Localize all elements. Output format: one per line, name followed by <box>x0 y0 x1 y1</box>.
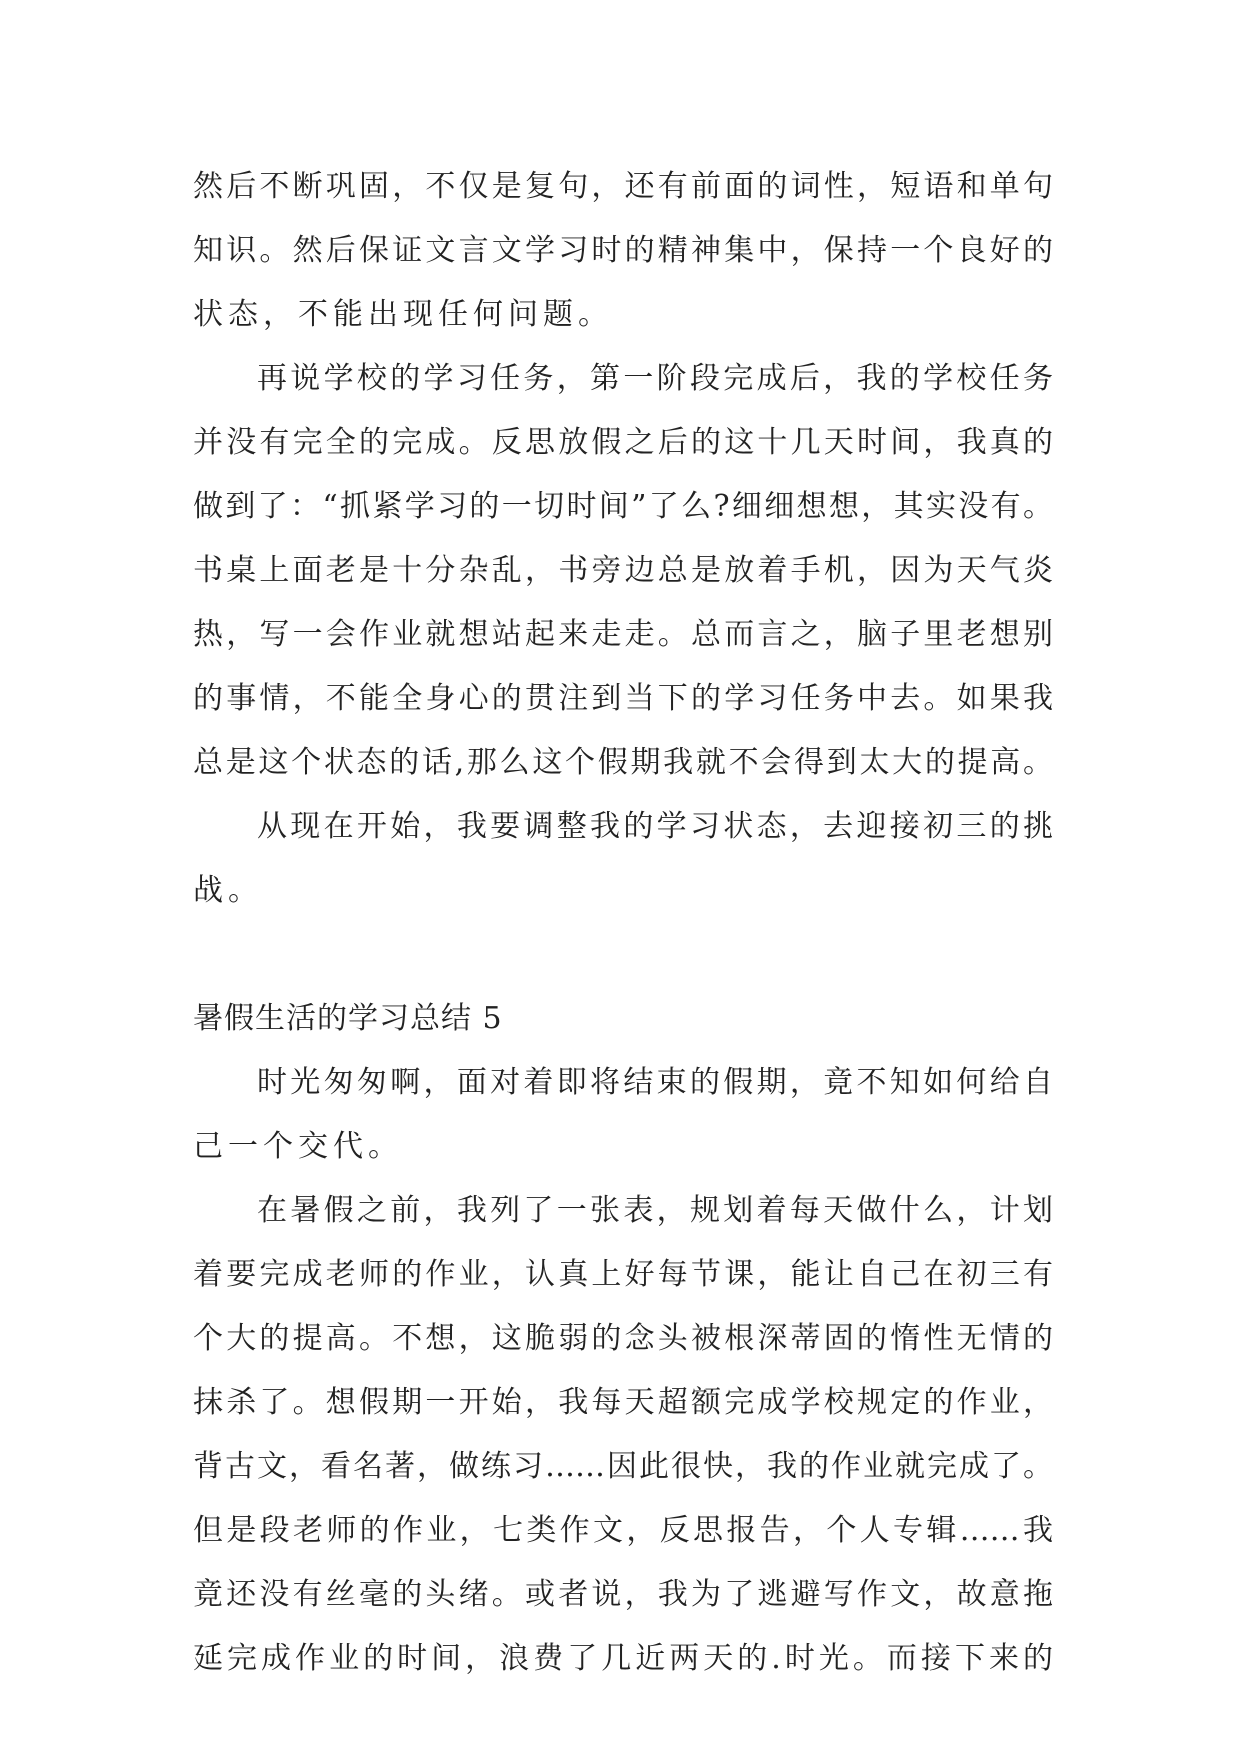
paragraph-line: 战。 <box>193 873 263 908</box>
paragraph-line: 热，写一会作业就想站起来走走。总而言之，脑子里老想别 <box>193 617 1053 652</box>
paragraph-line: 背古文，看名著，做练习……因此很快，我的作业就完成了。 <box>193 1449 1053 1484</box>
paragraph-line: 竟还没有丝毫的头绪。或者说，我为了逃避写作文，故意拖 <box>193 1577 1053 1612</box>
section-heading: 暑假生活的学习总结 5 <box>193 1001 503 1036</box>
paragraph-line: 在暑假之前，我列了一张表，规划着每天做什么，计划 <box>257 1193 1053 1228</box>
paragraph-line: 时光匆匆啊，面对着即将结束的假期，竟不知如何给自 <box>257 1065 1053 1100</box>
paragraph-line: 的事情，不能全身心的贯注到当下的学习任务中去。如果我 <box>193 681 1053 716</box>
paragraph-line: 抹杀了。想假期一开始，我每天超额完成学校规定的作业， <box>193 1385 1053 1420</box>
paragraph-line: 延完成作业的时间，浪费了几近两天的.时光。而接下来的 <box>193 1641 1053 1676</box>
paragraph-line: 己一个交代。 <box>193 1129 403 1164</box>
paragraph-line: 但是段老师的作业，七类作文，反思报告，个人专辑……我 <box>193 1513 1053 1548</box>
paragraph-line: 知识。然后保证文言文学习时的精神集中，保持一个良好的 <box>193 233 1053 268</box>
paragraph-line: 书桌上面老是十分杂乱，书旁边总是放着手机，因为天气炎 <box>193 553 1053 588</box>
paragraph-line: 做到了：“抓紧学习的一切时间”了么?细细想想，其实没有。 <box>193 489 1053 524</box>
paragraph-line: 状态，不能出现任何问题。 <box>193 297 613 332</box>
paragraph-line: 并没有完全的完成。反思放假之后的这十几天时间，我真的 <box>193 425 1053 460</box>
paragraph-line: 从现在开始，我要调整我的学习状态，去迎接初三的挑 <box>257 809 1053 844</box>
paragraph-line: 个大的提高。不想，这脆弱的念头被根深蒂固的惰性无情的 <box>193 1321 1053 1356</box>
paragraph-line: 着要完成老师的作业，认真上好每节课，能让自己在初三有 <box>193 1257 1053 1292</box>
paragraph-line: 然后不断巩固，不仅是复句，还有前面的词性，短语和单句 <box>193 169 1053 204</box>
paragraph-line: 再说学校的学习任务，第一阶段完成后，我的学校任务 <box>257 361 1053 396</box>
paragraph-line: 总是这个状态的话,那么这个假期我就不会得到太大的提高。 <box>193 745 1053 780</box>
